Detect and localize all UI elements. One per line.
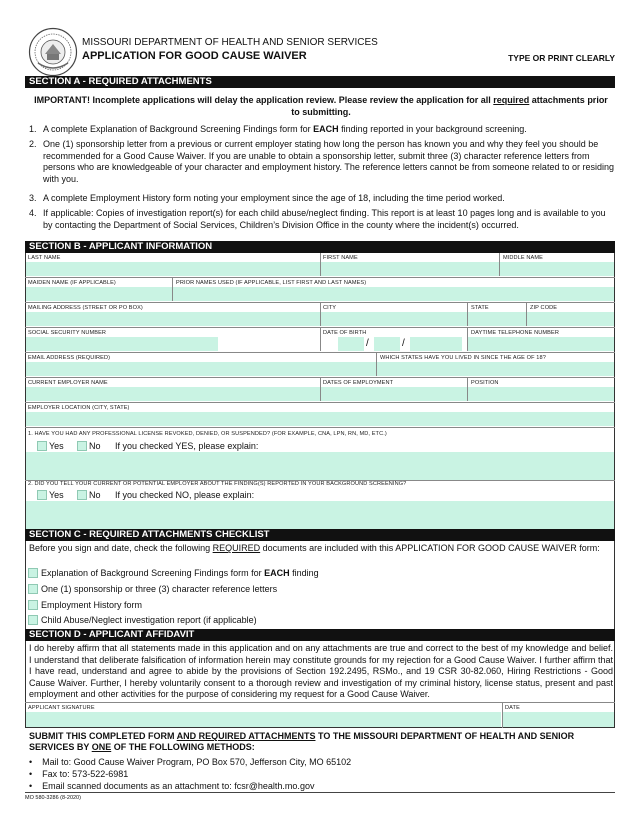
city-field[interactable]	[321, 312, 467, 326]
middle-name-field[interactable]	[500, 262, 614, 276]
dob-year-field[interactable]	[410, 337, 462, 351]
date-label: DATE	[505, 705, 520, 711]
last-name-field[interactable]	[26, 262, 320, 276]
section-b-header: SECTION B - APPLICANT INFORMATION	[25, 241, 615, 253]
prior-names-label: PRIOR NAMES USED (IF APPLICABLE, LIST FIRST AND LAST NAMES)	[176, 280, 367, 286]
email-label: EMAIL ADDRESS (REQUIRED)	[28, 355, 111, 361]
state-field[interactable]	[468, 312, 526, 326]
zip-label: ZIP CODE	[530, 305, 558, 311]
list-item: • Email scanned documents as an attachment to: fcsr@health.mo.gov	[29, 781, 315, 791]
last-name-label: LAST NAME	[28, 255, 61, 261]
mailing-address-field[interactable]	[26, 312, 320, 326]
list-item: • Fax to: 573-522-6981	[29, 769, 129, 779]
q1-yes-checkbox[interactable]	[37, 441, 47, 451]
checklist-item-4-checkbox[interactable]	[28, 615, 38, 625]
department-name: MISSOURI DEPARTMENT OF HEALTH AND SENIOR SERVICES	[82, 37, 378, 48]
states-lived-label: WHICH STATES HAVE YOU LIVED IN SINCE THE AGE OF 18?	[380, 355, 546, 361]
phone-field[interactable]	[468, 337, 614, 351]
submit-line-1: SUBMIT THIS COMPLETED FORM AND REQUIRED ATTACHMENTS TO THE MISSOURI DEPARTMENT OF HEALTH AND SENIOR	[29, 731, 575, 741]
list-item-4-number: 4.	[29, 208, 37, 218]
list-item: • Mail to: Good Cause Waiver Program, PO Box 570, Jefferson City, MO 65102	[29, 757, 352, 767]
dob-label: DATE OF BIRTH	[323, 330, 367, 336]
position-field[interactable]	[468, 387, 614, 401]
bullet-icon: •	[29, 781, 33, 791]
checklist-item-4: Child Abuse/Neglect investigation report (if applicable)	[41, 615, 257, 625]
affidavit-text: I do hereby affirm that all statements made in this application and on any attachments are true and correct to the best of my knowledge and belief. I understand that deliberate falsification of information herein may constitute grounds for my rejection for a Good Cause Waiver. I further affirm that I have read, understand and agree to abide by the provisions of Section 192.2495, RSMo., and 19 CSR 30-82.060, Hiring Restrictions - Good Cause Waiver. Further, I hereby voluntarily consent to a thorough review and investigation of my criminal history, license status, present and past employment and other activities for the purpose of considering my request for a Good Cause Waiver.	[29, 643, 613, 699]
list-item-2: One (1) sponsorship letter from a previous or current employer stating how long the person has known you and why they feel you should be recommended for a Good Cause Waiver. If you are unable to obtain a sponsorship letter, submit three (3) character reference letters from persons who are knowledgeable of your character and employment history. The reference letters cannot be from someone related to or residing with you.	[43, 139, 614, 184]
form-title: APPLICATION FOR GOOD CAUSE WAIVER	[82, 50, 307, 62]
bullet-icon: •	[29, 769, 33, 779]
checklist-item-3: Employment History form	[41, 600, 143, 610]
form-number: MO 580-3286 (8-2020)	[25, 795, 81, 801]
checklist-item-2: One (1) sponsorship or three (3) character reference letters	[41, 584, 278, 594]
email-field[interactable]	[26, 362, 376, 376]
q2-explanation-field[interactable]	[26, 501, 614, 529]
list-item-3: A complete Employment History form noting your employment since the age of 18, including the time period worked.	[43, 193, 505, 203]
signature-label: APPLICANT SIGNATURE	[28, 705, 95, 711]
state-seal-logo	[28, 27, 78, 77]
zip-field[interactable]	[527, 312, 614, 326]
divider	[25, 277, 615, 278]
divider	[25, 427, 615, 428]
list-item-1-number: 1.	[29, 124, 37, 134]
section-c-header: SECTION C - REQUIRED ATTACHMENTS CHECKLIST	[25, 529, 615, 541]
bottom-rule	[25, 792, 615, 793]
employer-field[interactable]	[26, 387, 320, 401]
submit-line-2: SERVICES BY ONE OF THE FOLLOWING METHODS:	[29, 741, 255, 752]
seal-icon	[28, 27, 78, 77]
question-1-label: 1. HAVE YOU HAD ANY PROFESSIONAL LICENSE REVOKED, DENIED, OR SUSPENDED? (FOR EXAMPLE, CNA, LPN, RN, MD, ETC.)	[28, 431, 387, 437]
section-a-header: SECTION A - REQUIRED ATTACHMENTS	[25, 76, 615, 88]
important-notice: IMPORTANT! Incomplete applications will delay the application review. Please review the application for all required attachments prior to submitting.	[34, 95, 608, 117]
list-item-4: If applicable: Copies of investigation report(s) for each child abuse/neglect finding. This report is at least 10 pages long and is available to you by contacting the Department of Social Services, Children’s Division Office in the county where the incident(s) occurred.	[43, 208, 606, 230]
checklist-item-1-checkbox[interactable]	[28, 568, 38, 578]
date-field[interactable]	[503, 712, 614, 727]
maiden-name-field[interactable]	[26, 287, 172, 301]
signature-field[interactable]	[26, 712, 501, 727]
dob-separator-2: /	[402, 338, 405, 349]
list-item-2-number: 2.	[29, 139, 37, 149]
list-item-3-number: 3.	[29, 193, 37, 203]
first-name-label: FIRST NAME	[323, 255, 358, 261]
section-d-header: SECTION D - APPLICANT AFFIDAVIT	[25, 629, 615, 641]
prior-names-field[interactable]	[173, 287, 614, 301]
dob-month-field[interactable]	[338, 337, 364, 351]
checklist-item-1: Explanation of Background Screening Findings form for EACH finding	[41, 568, 319, 578]
dob-separator-1: /	[366, 338, 369, 349]
first-name-field[interactable]	[321, 262, 499, 276]
employer-location-label: EMPLOYER LOCATION (CITY, STATE)	[28, 405, 130, 411]
phone-label: DAYTIME TELEPHONE NUMBER	[471, 330, 559, 336]
employer-location-field[interactable]	[26, 412, 614, 426]
state-label: STATE	[471, 305, 489, 311]
q2-yes-label: Yes	[49, 490, 64, 500]
divider	[25, 352, 615, 353]
type-print-instruction: TYPE OR PRINT CLEARLY	[508, 53, 615, 63]
q1-explain-label: If you checked YES, please explain:	[115, 441, 259, 451]
methods-list	[29, 756, 351, 792]
divider	[25, 702, 615, 703]
q2-yes-checkbox[interactable]	[37, 490, 47, 500]
position-label: POSITION	[471, 380, 499, 386]
q1-no-checkbox[interactable]	[77, 441, 87, 451]
city-label: CITY	[323, 305, 337, 311]
q1-yes-label: Yes	[49, 441, 64, 451]
bullet-icon: •	[29, 757, 33, 767]
maiden-name-label: MAIDEN NAME (IF APPLICABLE)	[28, 280, 116, 286]
checklist-item-3-checkbox[interactable]	[28, 600, 38, 610]
q2-no-label: No	[89, 490, 101, 500]
dob-day-field[interactable]	[374, 337, 400, 351]
ssn-label: SOCIAL SECURITY NUMBER	[28, 330, 107, 336]
q2-explain-label: If you checked NO, please explain:	[115, 490, 255, 500]
divider	[25, 402, 615, 403]
checklist-intro: Before you sign and date, check the following REQUIRED documents are included with this APPLICATION FOR GOOD CAUSE WAIVER form:	[29, 543, 600, 553]
q2-no-checkbox[interactable]	[77, 490, 87, 500]
q1-explanation-field[interactable]	[26, 452, 614, 480]
dates-employment-field[interactable]	[321, 387, 467, 401]
middle-name-label: MIDDLE NAME	[503, 255, 543, 261]
checklist-item-2-checkbox[interactable]	[28, 584, 38, 594]
question-2-label: 2. DID YOU TELL YOUR CURRENT OR POTENTIAL EMPLOYER ABOUT THE FINDING(S) REPORTED IN YOUR BACKGROUND SCREENING?	[28, 481, 407, 487]
divider	[320, 327, 321, 351]
q1-no-label: No	[89, 441, 101, 451]
employer-label: CURRENT EMPLOYER NAME	[28, 380, 108, 386]
list-item-1: A complete Explanation of Background Screening Findings form for EACH finding reported in your background screening.	[43, 124, 527, 134]
states-lived-field[interactable]	[377, 362, 614, 376]
mailing-address-label: MAILING ADDRESS (STREET OR PO BOX)	[28, 305, 143, 311]
submit-instructions	[29, 731, 615, 752]
ssn-field[interactable]	[26, 337, 218, 351]
dates-employment-label: DATES OF EMPLOYMENT	[323, 380, 394, 386]
